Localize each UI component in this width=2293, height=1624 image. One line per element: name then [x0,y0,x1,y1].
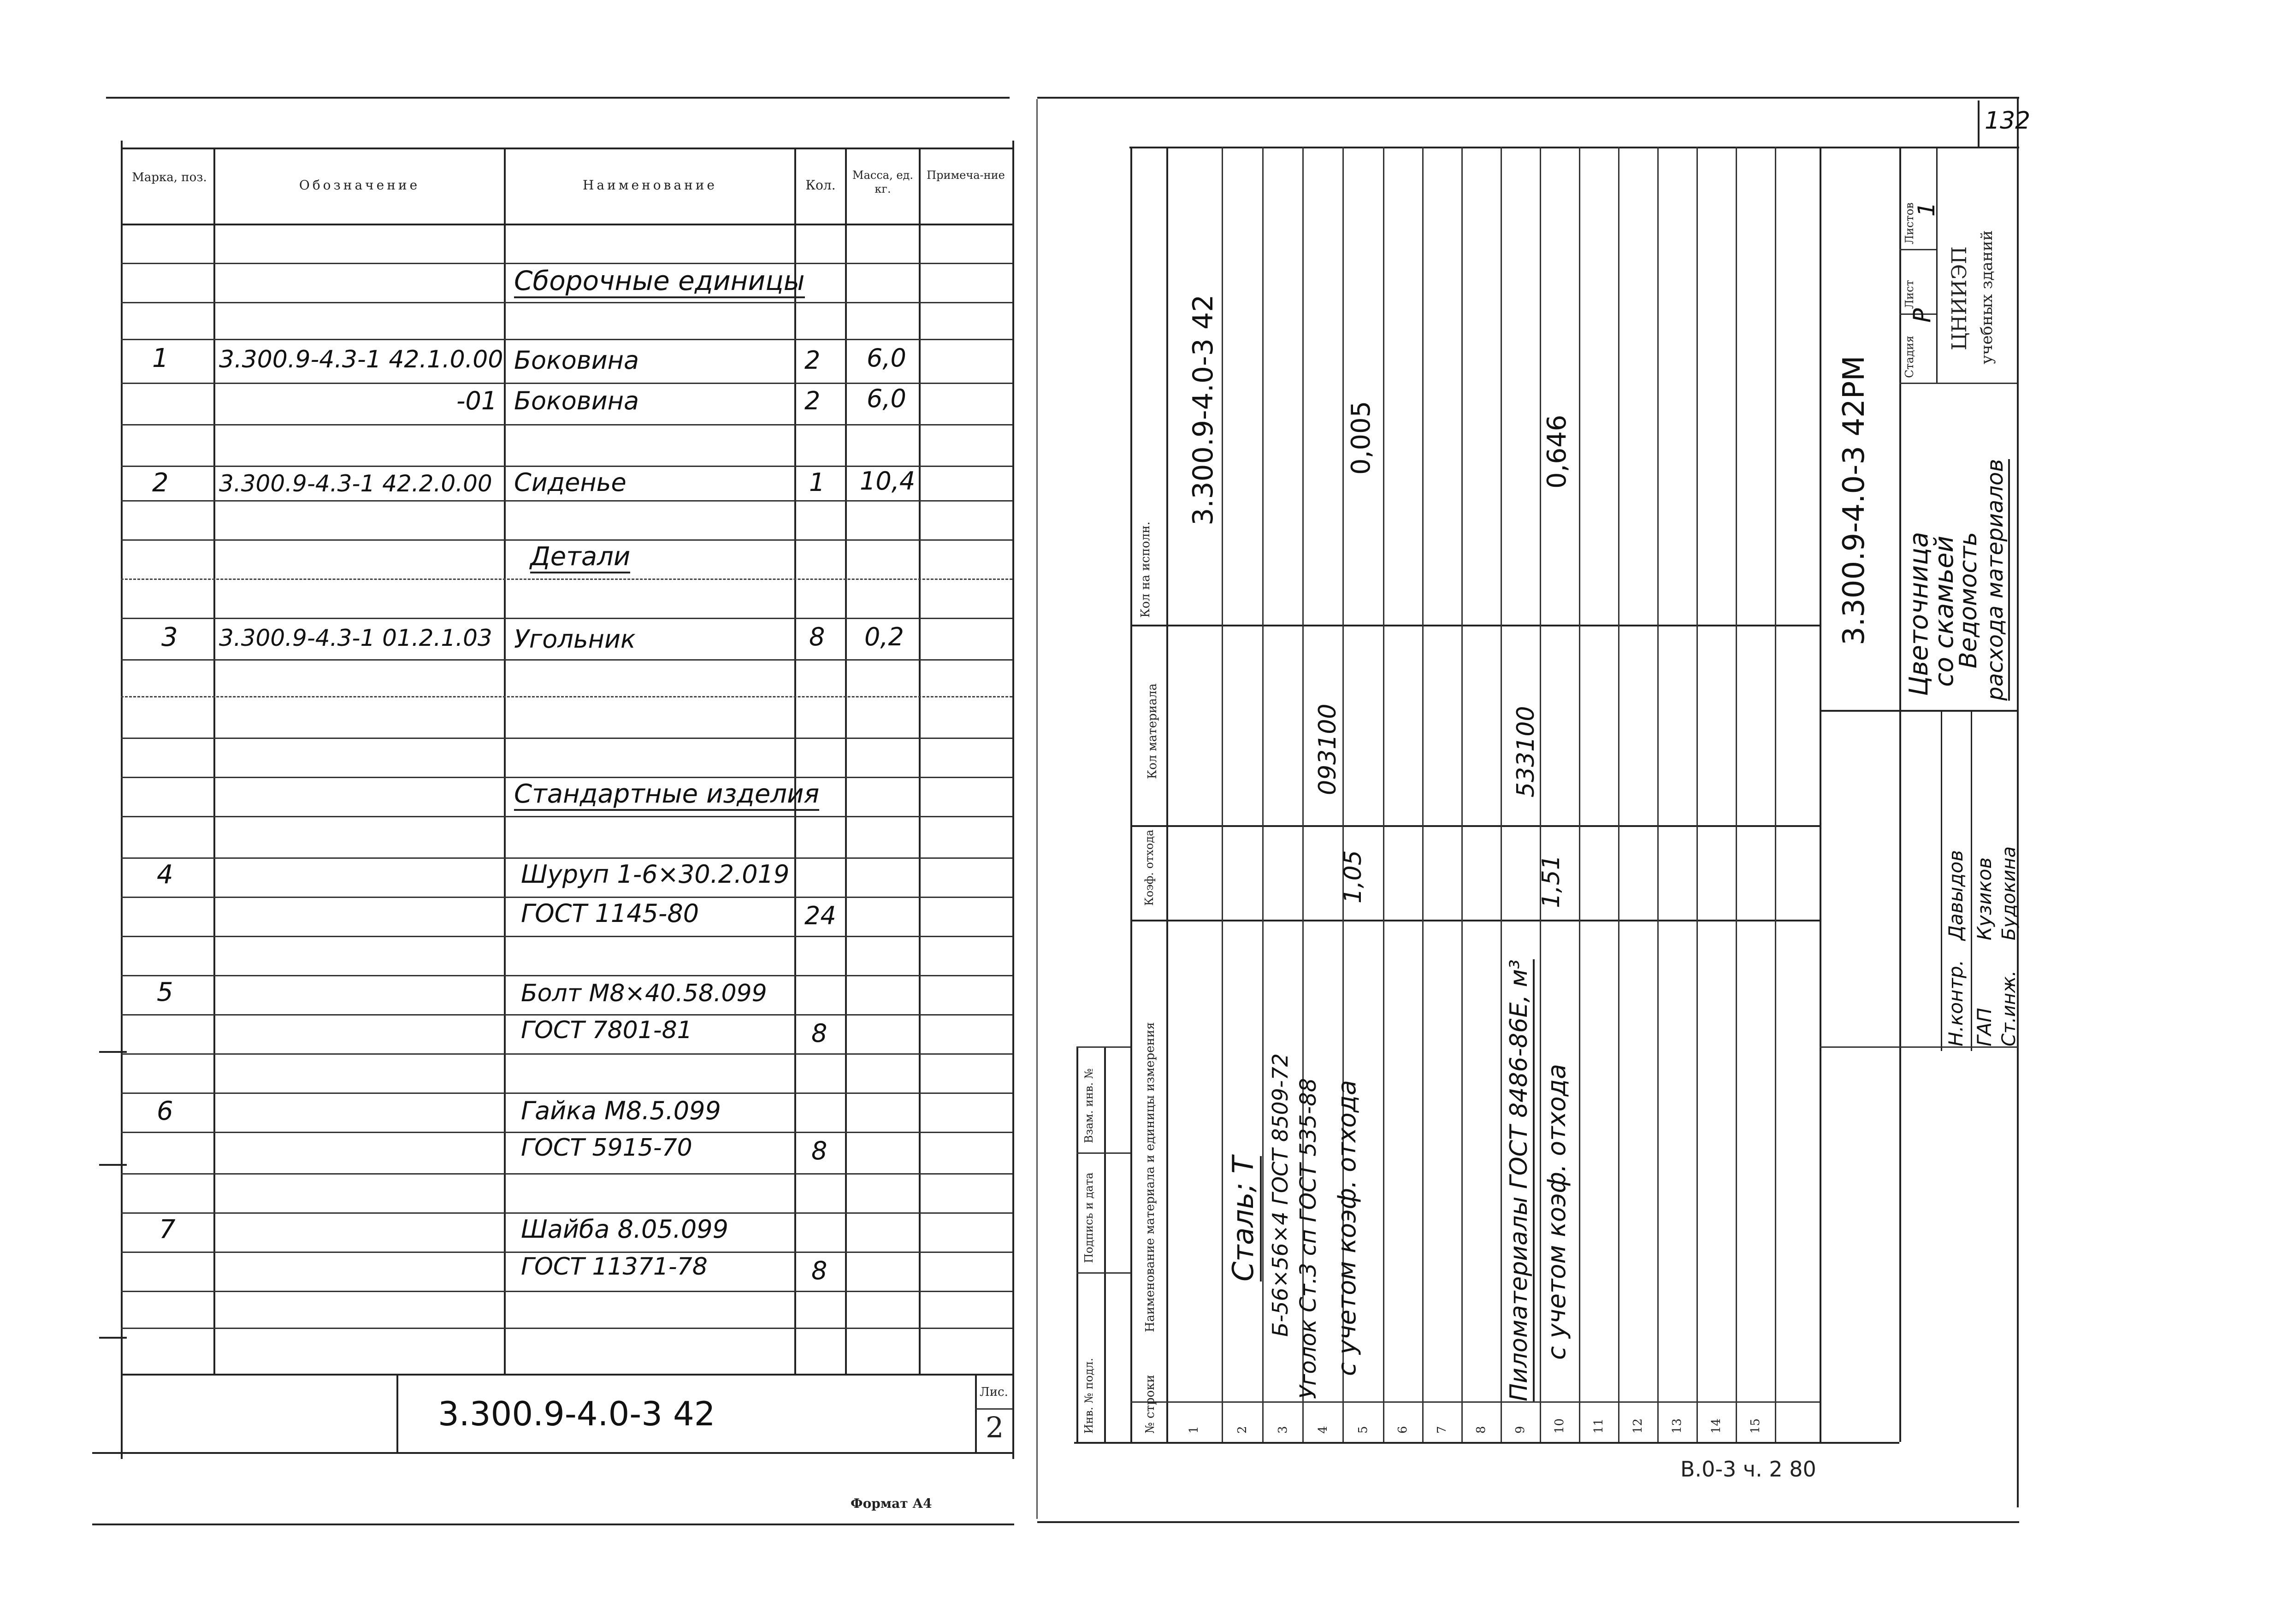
row-number: 12 [1631,1418,1645,1434]
col-sep [504,148,506,1374]
title-block-line [1899,147,1901,1442]
row-qty: 8 [811,1256,827,1285]
row-name: Боковина [514,346,639,375]
margin-tick [99,1164,127,1166]
page-bottom-line [92,1524,1014,1525]
label-inv-no: Инв. № подл. [1082,1358,1095,1434]
row-qty: 8 [811,1136,827,1165]
material-name: Сталь; Т [1226,1156,1262,1281]
page-number: 132 [1985,107,2031,135]
section-assembly-units: Сборочные единицы [514,265,805,298]
row-number: 10 [1553,1418,1566,1434]
row-qty: 8 [811,1019,827,1048]
row-mark: 7 [159,1215,176,1245]
row-standard: ГОСТ 5915-70 [521,1134,692,1162]
usage-code: 3.300.9-4.0-3 42 [1187,294,1219,526]
col-sep [213,148,215,1374]
row-mark: 1 [152,343,169,373]
side-strip-line [1076,1152,1130,1154]
row-number: 2 [1235,1426,1249,1434]
sheet-label: Лис. [980,1385,1008,1399]
row-number: 5 [1356,1426,1370,1434]
row-number: 3 [1276,1426,1290,1434]
header-divider [1130,625,1820,626]
material-qty-value: 533100 [1512,706,1540,797]
row-number: 14 [1709,1418,1723,1434]
top-border-line [1037,97,2019,99]
staff-name: Будокина [1998,846,2020,940]
footer-code: В.0-3 ч. 2 80 [1680,1457,1816,1482]
row-mark: 6 [157,1096,173,1126]
side-strip-line [1076,1046,1078,1442]
bottom-border-line [92,1452,1014,1454]
row-standard: ГОСТ 7801-81 [521,1016,692,1044]
usage-value: 0,646 [1542,414,1572,489]
row-designation: 3.300.9-4.3-1 01.2.1.03 [219,625,492,651]
material-name: Пиломатериалы ГОСТ 8486-86Е, м³ [1505,959,1535,1401]
header-row-number: № строки [1143,1375,1157,1434]
staff-name: Давыдов [1944,850,1967,940]
col-sep [794,148,796,1374]
row-qty: 2 [804,386,821,415]
section-details: Детали [530,542,630,573]
row-mark: 4 [157,860,173,890]
row-number-divider [1130,1401,1820,1403]
header-note: Примеча-ние [927,169,1005,182]
stamp-divider [396,1374,398,1452]
label-sign-date: Подпись и дата [1082,1172,1095,1263]
row-mass: 6,0 [867,384,906,413]
material-qty-value: 093100 [1314,703,1342,795]
header-material: Наименование материала и единицы измерения [1143,1022,1157,1332]
row-number: 4 [1316,1426,1330,1434]
left-border-line [121,141,123,1459]
header-usage-qty: Кол на исполн. [1139,521,1152,618]
row-number: 7 [1435,1426,1449,1434]
row-mass: 0,2 [864,622,904,651]
side-strip-line [1076,1272,1130,1274]
binding-seam [1036,99,1038,1519]
row-mark: 2 [152,468,169,498]
row-qty: 1 [809,468,825,497]
row-standard: ГОСТ 1145-80 [521,899,699,928]
stamp-code: 3.300.9-4.0-3 42 [438,1394,715,1433]
title-block-line [1936,147,1938,383]
stamp-divider [975,1408,1012,1410]
side-strip-line [1076,1046,1130,1048]
row-name: Угольник [514,625,636,654]
header-divider [1130,920,1820,921]
row-standard: ГОСТ 11371-78 [521,1253,708,1281]
row-number: 8 [1474,1426,1488,1434]
sheet-number: 2 [986,1411,1004,1444]
table-top-line [121,148,1012,149]
title-line-4: расхода материалов [1982,459,2010,701]
row-number: 9 [1513,1426,1527,1434]
top-border-line [106,97,1010,99]
row-mass: 10,4 [860,467,916,496]
title-line-2: со скамьей [1929,536,1959,687]
org-name-1: ЦНИИЭП [1948,246,1971,350]
row-number: 11 [1592,1418,1606,1434]
header-qty: Кол. [805,177,836,193]
sheets-label: Листов [1903,202,1916,244]
right-border-line [1012,141,1014,1459]
margin-tick [99,1337,127,1339]
side-strip-line [1104,1046,1106,1442]
waste-coef-value: 1,05 [1339,850,1367,904]
staff-role: ГАП [1973,1008,1996,1046]
waste-coef-value: 1,51 [1537,855,1565,908]
title-block-line [1899,249,1936,250]
row-number: 15 [1749,1418,1762,1434]
row-designation: 3.300.9-4.3-1 42.1.0.00 [219,346,503,373]
stamp-divider [975,1374,977,1452]
section-standard-items: Стандартные изделия [514,779,819,811]
row-designation: -01 [456,386,497,415]
title-line-3: Ведомость [1955,531,1982,668]
page-number-box [1978,100,1980,147]
org-name-2: учебных зданий [1978,230,1996,364]
title-block-line [1820,710,2018,712]
header-band-line [1166,147,1168,1442]
sheets-value: 1 [1913,202,1940,217]
material-waste-note: с учетом коэф. отхода [1332,1080,1361,1376]
document-code: 3.300.9-4.0-3 42РМ [1837,355,1871,645]
header-waste-coef: Коэф. отхода [1143,829,1156,906]
material-name: Уголок Ст.3 сп ГОСТ 535-88 [1295,1078,1321,1399]
title-block-line [1899,383,2017,384]
staff-name: Кузиков [1973,857,1996,940]
row-number: 13 [1670,1418,1684,1434]
material-profile: Б-56×56×4 ГОСТ 8509-72 [1268,1053,1293,1337]
row-name: Болт М8×40.58.099 [521,980,767,1007]
row-number: 1 [1187,1426,1201,1434]
row-mark: 3 [161,622,178,652]
header-mark: Марка, поз. [132,171,207,184]
row-designation: 3.300.9-4.3-1 42.2.0.00 [219,470,492,497]
row-name: Сиденье [514,468,626,497]
title-line-1: Цветочница [1904,531,1934,696]
staff-role: Н.контр. [1944,960,1967,1046]
header-designation: Обозначение [299,177,420,193]
row-mark: 5 [157,977,173,1007]
row-qty: 8 [809,622,825,651]
material-waste-note: с учетом коэф. отхода [1542,1063,1571,1360]
row-qty: 24 [804,901,836,930]
title-block-line [1820,1046,2018,1048]
col-sep [845,148,847,1374]
right-border-line [2017,97,2019,1507]
label-replace-inv: Взам. инв. № [1082,1068,1095,1143]
header-mass: Масса, ед. кг. [852,169,913,195]
row-mass: 6,0 [867,343,906,372]
row-name: Гайка М8.5.099 [521,1096,721,1125]
row-name: Боковина [514,386,639,415]
usage-value: 0,005 [1346,401,1376,475]
row-name: Шайба 8.05.099 [521,1215,728,1244]
table-left-line [1130,147,1132,1442]
stage-label: Стадия [1903,336,1916,378]
header-divider [1130,825,1820,827]
stage-value: Р [1909,308,1936,323]
staff-role: Ст.инж. [1998,970,2020,1046]
row-qty: 2 [804,346,821,375]
title-block-line [1971,710,1972,1051]
page-bottom-line [1037,1521,2019,1523]
margin-tick [99,1051,127,1053]
format-label: Формат А4 [851,1496,932,1511]
row-number: 6 [1396,1426,1410,1434]
row-name: Шуруп 1-6×30.2.019 [521,860,790,889]
table-bottom-line [1074,1442,1899,1444]
header-bottom-line [121,224,1012,225]
col-sep [919,148,921,1374]
header-material-qty: Кол материала [1146,683,1159,779]
header-name: Наименование [583,177,717,193]
sheet-label: Лист [1903,280,1916,309]
title-block-line [1941,710,1942,1051]
